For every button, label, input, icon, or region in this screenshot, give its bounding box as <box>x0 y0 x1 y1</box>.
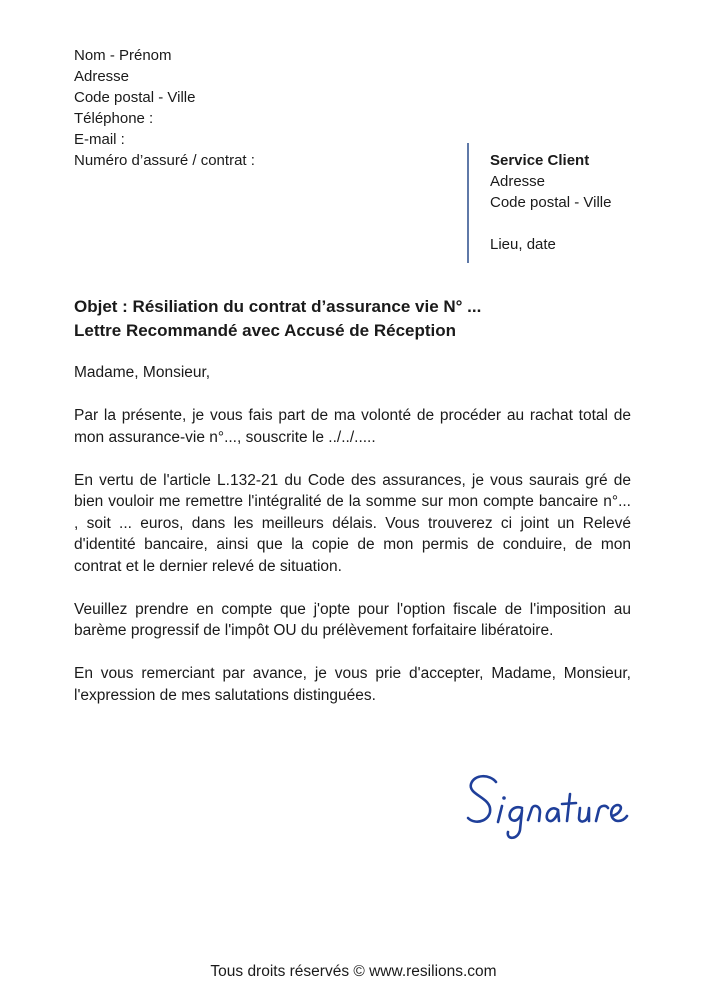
copyright-footer: Tous droits réservés © www.resilions.com <box>210 963 497 980</box>
recipient-address: Adresse <box>490 173 546 190</box>
place-date: Lieu, date <box>490 236 556 253</box>
paragraph-legal-basis: En vertu de l'article L.132-21 du Code des assurances, je vous saurais gré de bien vouloir me remettre l'intégralité de la somme sur mon compte bancaire n°... , soit ... euros, dans les meilleurs délais. Vous trouverez ci joint un Relevé d'identité bancaire, ainsi que la copie de mon permis de conduire, de mon contrat et le dernier relevé de situation. <box>74 471 631 575</box>
sender-phone: Téléphone : <box>74 110 154 127</box>
subject-block <box>74 295 481 343</box>
closing-formula: En vous remerciant par avance, je vous prie d'accepter, Madame, Monsieur, l'expression de mes salutations distinguées. <box>74 665 631 704</box>
registered-mail-line: Lettre Recommandé avec Accusé de Réception <box>74 321 457 340</box>
greeting: Madame, Monsieur, <box>74 364 211 381</box>
letter-body <box>74 362 631 706</box>
sender-email: E-mail : <box>74 131 125 148</box>
signature-drawing <box>462 768 637 843</box>
recipient-name: Service Client <box>490 152 590 169</box>
sender-address: Adresse <box>74 68 130 85</box>
paragraph-request: Par la présente, je vous fais part de ma volonté de procéder au rachat total de mon assurance-vie n°..., souscrite le ../../..... <box>74 407 631 446</box>
signature-image <box>462 768 637 848</box>
sender-contract-number: Numéro d’assuré / contrat : <box>74 152 255 169</box>
recipient-block <box>490 150 611 255</box>
sender-name: Nom - Prénom <box>74 47 172 64</box>
recipient-city: Code postal - Ville <box>490 194 612 211</box>
address-divider <box>467 143 469 263</box>
paragraph-tax-option: Veuillez prendre en compte que j'opte pour l'option fiscale de l'imposition au barème progressif de l'impôt OU du prélèvement forfaitaire libératoire. <box>74 600 631 639</box>
sender-block <box>74 45 255 171</box>
subject-line: Objet : Résiliation du contrat d’assurance vie N° ... <box>74 297 482 316</box>
sender-city: Code postal - Ville <box>74 89 196 106</box>
